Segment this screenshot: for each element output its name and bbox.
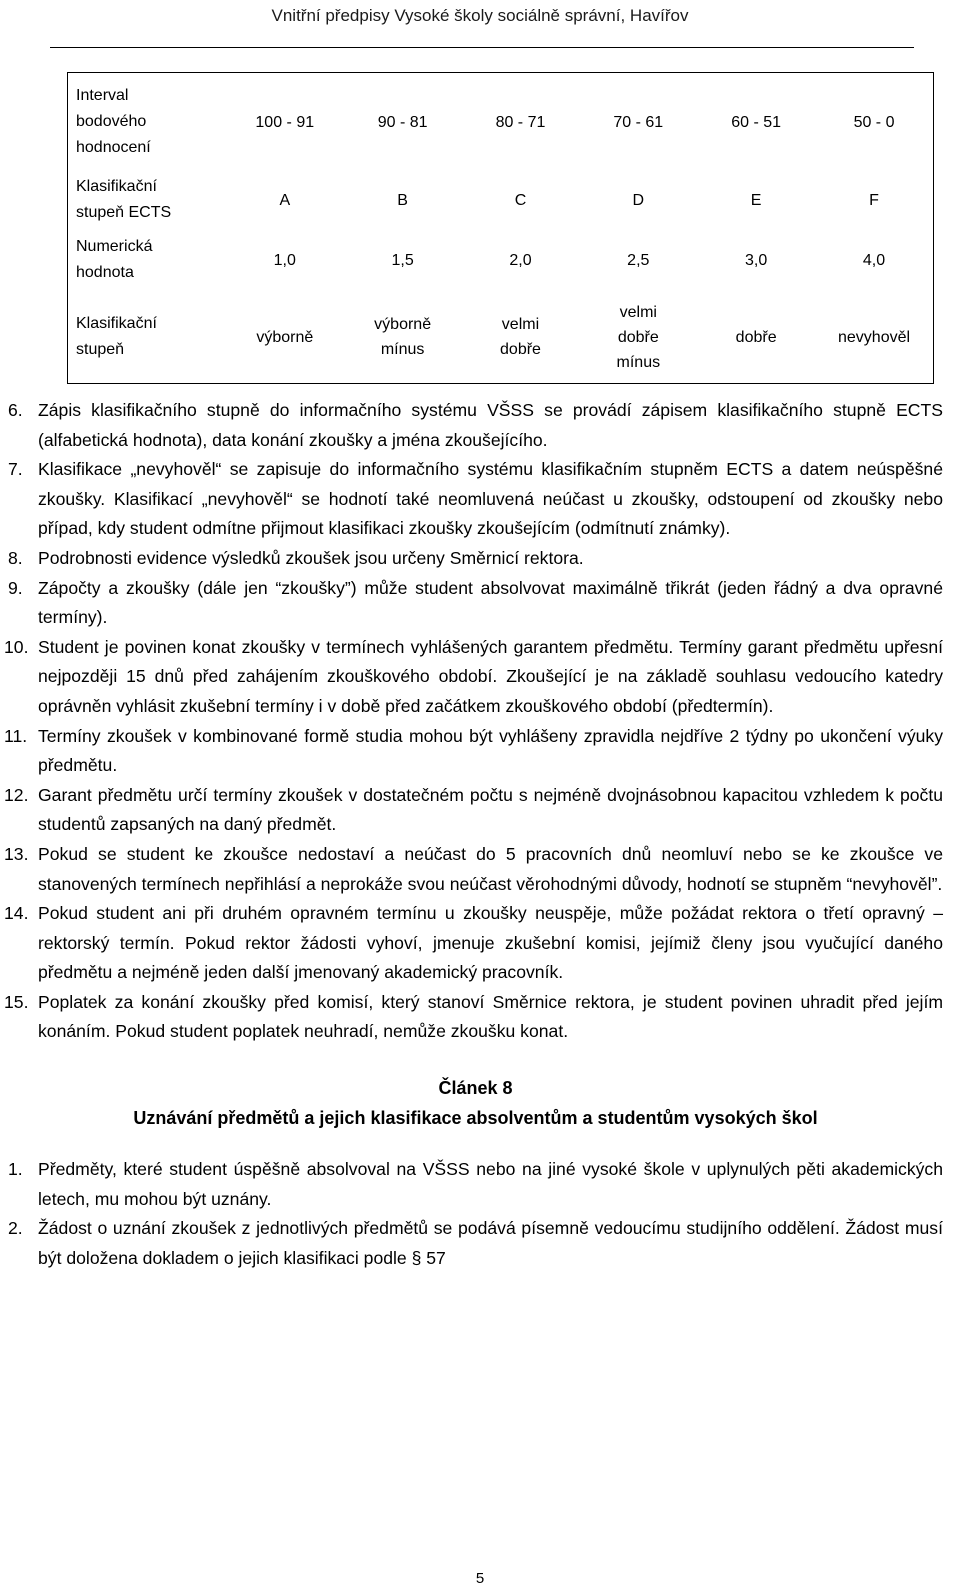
grade-cell-line: dobře (617, 328, 659, 346)
numbered-item (4, 633, 943, 722)
grade-cell-line: mínus (380, 341, 425, 358)
page-header: Vnitřní předpisy Vysoké školy sociálně správní, Havířov (271, 6, 689, 25)
grade-cell-line: 1,0 (273, 251, 296, 269)
item-text: Termíny zkoušek v kombinované formě studia mohou být vyhlášeny zpravidla nejdříve 2 týdny po ukončení výuky předmětu. (38, 725, 943, 776)
numbered-item (4, 988, 943, 1047)
grade-cell (697, 229, 815, 291)
grade-cell-line: C (514, 191, 527, 209)
numbered-item (8, 1155, 943, 1214)
grade-cell-line: výborně (256, 328, 314, 346)
grade-cell-line: dobře (735, 328, 777, 346)
row-label-line: hodnota (76, 264, 134, 281)
grade-cell (815, 229, 933, 291)
grade-cell (815, 291, 933, 384)
grade-cell (462, 73, 580, 172)
grade-cell-line: 70 - 61 (613, 113, 664, 131)
grade-cell (579, 73, 697, 172)
item-text: Pokud se student ke zkoušce nedostaví a neúčast do 5 pracovních dnů neomluví nebo se ke zkoušce ve stanovených termínech nepřihlásí a neprokáže svou neúčast věrohodnými důvody, hodnotí se stupněm “nevyhověl”. (38, 843, 943, 894)
article-number: Článek 8 (438, 1078, 513, 1099)
grade-cell (344, 171, 462, 229)
grade-cell (226, 291, 344, 384)
grade-table-row (68, 229, 934, 291)
grade-cell (344, 73, 462, 172)
item-number: 12. (4, 784, 29, 805)
item-text: Student je povinen konat zkoušky v termínech vyhlášených garantem předmětu. Termíny garant předmětu upřesní nejpozději 15 dnů před zahájením zkouškového období. Zkoušející je na základě souhlasu vedoucího katedry oprávněn vyhlásit zkušební termíny i v době před začátkem zkouškového období (předtermín). (38, 636, 943, 716)
header-rule (50, 47, 914, 48)
item-text: Předměty, které student úspěšně absolvoval na VŠSS nebo na jiné vysoké škole v uplynulých pěti akademických letech, mu mohou být uznány. (38, 1159, 943, 1209)
numbered-item (4, 722, 943, 781)
grade-cell-line: výborně (374, 316, 432, 333)
grade-cell-line: 3,0 (745, 251, 768, 269)
numbered-item (8, 544, 943, 574)
grade-cell (697, 291, 815, 384)
numbered-item (4, 840, 943, 899)
grading-scale-table (67, 72, 934, 384)
grade-cell-line: velmi (619, 303, 657, 321)
article-title: Uznávání předmětů a jejich klasifikace absolventům a studentům vysokých škol (133, 1108, 818, 1129)
grade-cell (579, 171, 697, 229)
item-text: Poplatek za konání zkoušky před komisí, který stanoví Směrnice rektora, je student povinen uhradit před jejím konáním. Pokud student poplatek neuhradí, nemůže zkoušku konat. (38, 991, 943, 1042)
item-number: 6. (8, 400, 23, 420)
grade-cell (697, 171, 815, 229)
grade-cell (226, 73, 344, 172)
grade-cell (815, 171, 933, 229)
item-number: 14. (4, 903, 29, 924)
item-text: Podrobnosti evidence výsledků zkoušek jsou určeny Směrnicí rektora. (38, 547, 584, 568)
grade-cell (579, 229, 697, 291)
grade-table-row (68, 73, 934, 172)
grade-cell-line: E (750, 191, 762, 209)
item-text: Klasifikace „nevyhověl“ se zapisuje do informačního systému klasifikačním stupněm ECTS a datem neúspěšné zkoušky. Klasifikací „nevyhověl“ se hodnotí také neomluvená neúčast u zkoušky, odstoupení od zkoušky nebo případ, kdy student odmítne přijmout klasifikaci zkoušky zkoušejícím (odmítnutí známky). (38, 459, 943, 539)
grade-cell-line: F (869, 191, 879, 209)
row-label (68, 171, 226, 229)
exam-rules-list (4, 396, 943, 1047)
grade-cell-line: mínus (616, 353, 661, 371)
grade-cell-line: 90 - 81 (377, 113, 428, 131)
row-label (68, 229, 226, 291)
numbered-item (8, 396, 943, 455)
numbered-item (8, 574, 943, 633)
item-number: 10. (4, 636, 29, 657)
grade-cell (226, 229, 344, 291)
row-label-line: Klasifikační (76, 315, 157, 332)
recognition-rules-list (8, 1155, 943, 1273)
numbered-item (8, 1214, 943, 1273)
item-number: 8. (8, 547, 23, 568)
grade-cell (462, 171, 580, 229)
grade-table-row (68, 291, 934, 384)
document-body (4, 396, 943, 1273)
grade-cell-line: velmi (501, 316, 540, 333)
numbered-item (8, 455, 943, 544)
item-text: Pokud student ani při druhém opravném termínu u zkoušky neuspěje, může požádat rektora o třetí opravný – rektorský termín. Pokud rektor žádosti vyhoví, jmenuje zkušební komisi, jejímiž členy jsou vyučující daného předmětu a nejméně jeden další jmenovaný akademický pracovník. (38, 903, 943, 983)
grade-table-row (68, 171, 934, 229)
grade-cell-line: dobře (500, 341, 541, 358)
grade-cell-line: B (397, 191, 408, 209)
grade-cell-line: 80 - 71 (495, 113, 546, 131)
row-label-line: stupeň (76, 341, 125, 358)
item-number: 15. (4, 991, 29, 1012)
item-number: 11. (4, 725, 28, 746)
grade-cell (226, 171, 344, 229)
numbered-item (4, 899, 943, 988)
numbered-item (4, 781, 943, 840)
grade-cell (462, 291, 580, 384)
item-text: Zápočty a zkoušky (dále jen “zkoušky”) může student absolvovat maximálně třikrát (jeden řádný a dva opravné termíny). (38, 577, 943, 628)
row-label-line: Numerická (76, 238, 153, 255)
article-heading (8, 1073, 943, 1133)
grade-cell-line: 100 - 91 (255, 113, 315, 131)
grade-cell-line: 60 - 51 (731, 113, 782, 131)
grade-cell (462, 229, 580, 291)
grade-cell (815, 73, 933, 172)
grade-cell (344, 291, 462, 384)
grade-cell-line: D (632, 191, 645, 209)
grade-cell (579, 291, 697, 384)
grade-cell-line: 50 - 0 (853, 113, 895, 131)
grade-cell-line: 1,5 (391, 251, 414, 269)
item-text: Zápis klasifikačního stupně do informačního systému VŠSS se provádí zápisem klasifikačního stupně ECTS (alfabetická hodnota), data konání zkoušky a jména zkoušejícího. (38, 400, 943, 450)
grade-cell-line: 2,5 (627, 251, 650, 269)
item-number: 13. (4, 843, 29, 864)
row-label (68, 291, 226, 384)
grade-cell (344, 229, 462, 291)
row-label-line: stupeň ECTS (76, 204, 172, 221)
item-text: Žádost o uznání zkoušek z jednotlivých předmětů se podává písemně vedoucímu studijního oddělení. Žádost musí být doložena dokladem o jejich klasifikaci podle § 57 (38, 1218, 943, 1268)
grade-cell (697, 73, 815, 172)
item-number: 9. (8, 577, 23, 598)
row-label-line: bodového (76, 113, 147, 130)
item-number: 1. (8, 1159, 23, 1180)
row-label-line: Klasifikační (76, 178, 157, 195)
grade-cell-line: nevyhověl (838, 328, 911, 346)
row-label-line: hodnocení (76, 139, 151, 156)
row-label-line: Interval (76, 87, 129, 104)
grade-cell-line: 4,0 (862, 251, 886, 269)
item-text: Garant předmětu určí termíny zkoušek v dostatečném počtu s nejméně dvojnásobnou kapacitou vzhledem k počtu studentů zapsaných na daný předmět. (38, 784, 943, 835)
grade-cell-line: 2,0 (509, 251, 532, 269)
page-number: 5 (475, 1570, 485, 1587)
item-number: 7. (8, 459, 23, 480)
grade-cell-line: A (279, 191, 291, 209)
item-number: 2. (8, 1218, 23, 1239)
row-label (68, 73, 226, 172)
